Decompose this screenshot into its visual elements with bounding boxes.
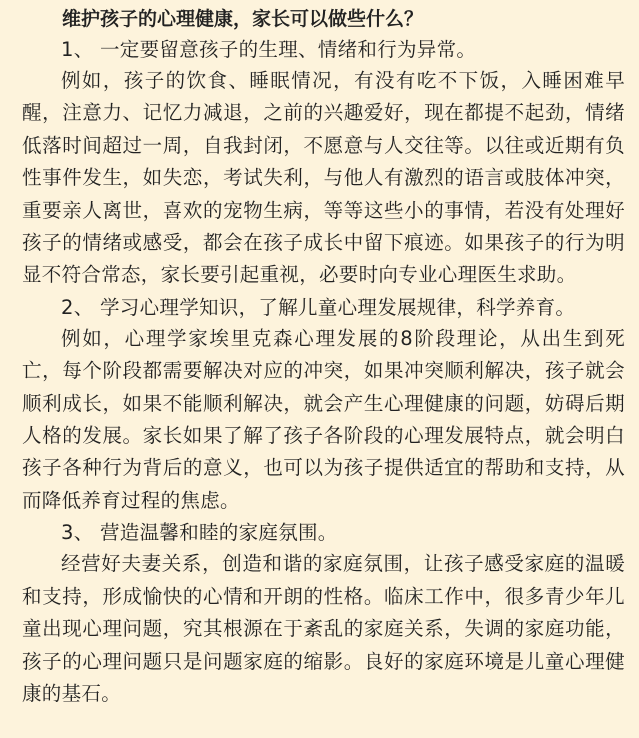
- section-1-heading: 1、 一定要留意孩子的生理、情绪和行为异常。: [61, 38, 477, 61]
- section-3-heading: 3、 营造温馨和睦的家庭氛围。: [61, 521, 338, 545]
- article-title: 维护孩子的心理健康，家长可以做些什么？: [62, 8, 424, 30]
- section-2-heading: 2、 学习心理学知识，了解儿童心理发展规律，科学养育。: [61, 295, 576, 319]
- section-2-body: 例如，心理学家埃里克森心理发展的8阶段理论，从出生到死亡，每个阶段都需要解决对应的冲突，如果冲突顺利解决，孩子就会顺利成长，如果不能顺利解决，就会产生心理健康的问题，妨碍后期人格的发展。家长如果了解了孩子各阶段的心理发展特点，就会明白孩子各种行为背后的意义，也可以为孩子提供适宜的帮助和支持，从而降低养育过程的焦虑。: [22, 326, 625, 512]
- section-3-body: 经营好夫妻关系，创造和谐的家庭氛围，让孩子感受家庭的温暖和支持，形成愉快的心情和开朗的性格。临床工作中，很多青少年儿童出现心理问题，究其根源在于紊乱的家庭关系，失调的家庭功能，孩子的心理问题只是问题家庭的缩影。良好的家庭环境是儿童心理健康的基石。: [22, 552, 625, 705]
- section-1-body: 例如，孩子的饮食、睡眠情况，有没有吃不下饭，入睡困难早醒，注意力、记忆力减退，之前的兴趣爱好，现在都提不起劲，情绪低落时间超过一周，自我封闭，不愿意与人交往等。以往或近期有负性事件发生，如失恋，考试失利，与他人有激烈的语言或肢体冲突，重要亲人离世，喜欢的宠物生病，等等这些小的事情，若没有处理好孩子的情绪或感受，都会在孩子成长中留下痕迹。如果孩子的行为明显不符合常态，家长要引起重视，必要时向专业心理医生求助。: [22, 69, 625, 287]
